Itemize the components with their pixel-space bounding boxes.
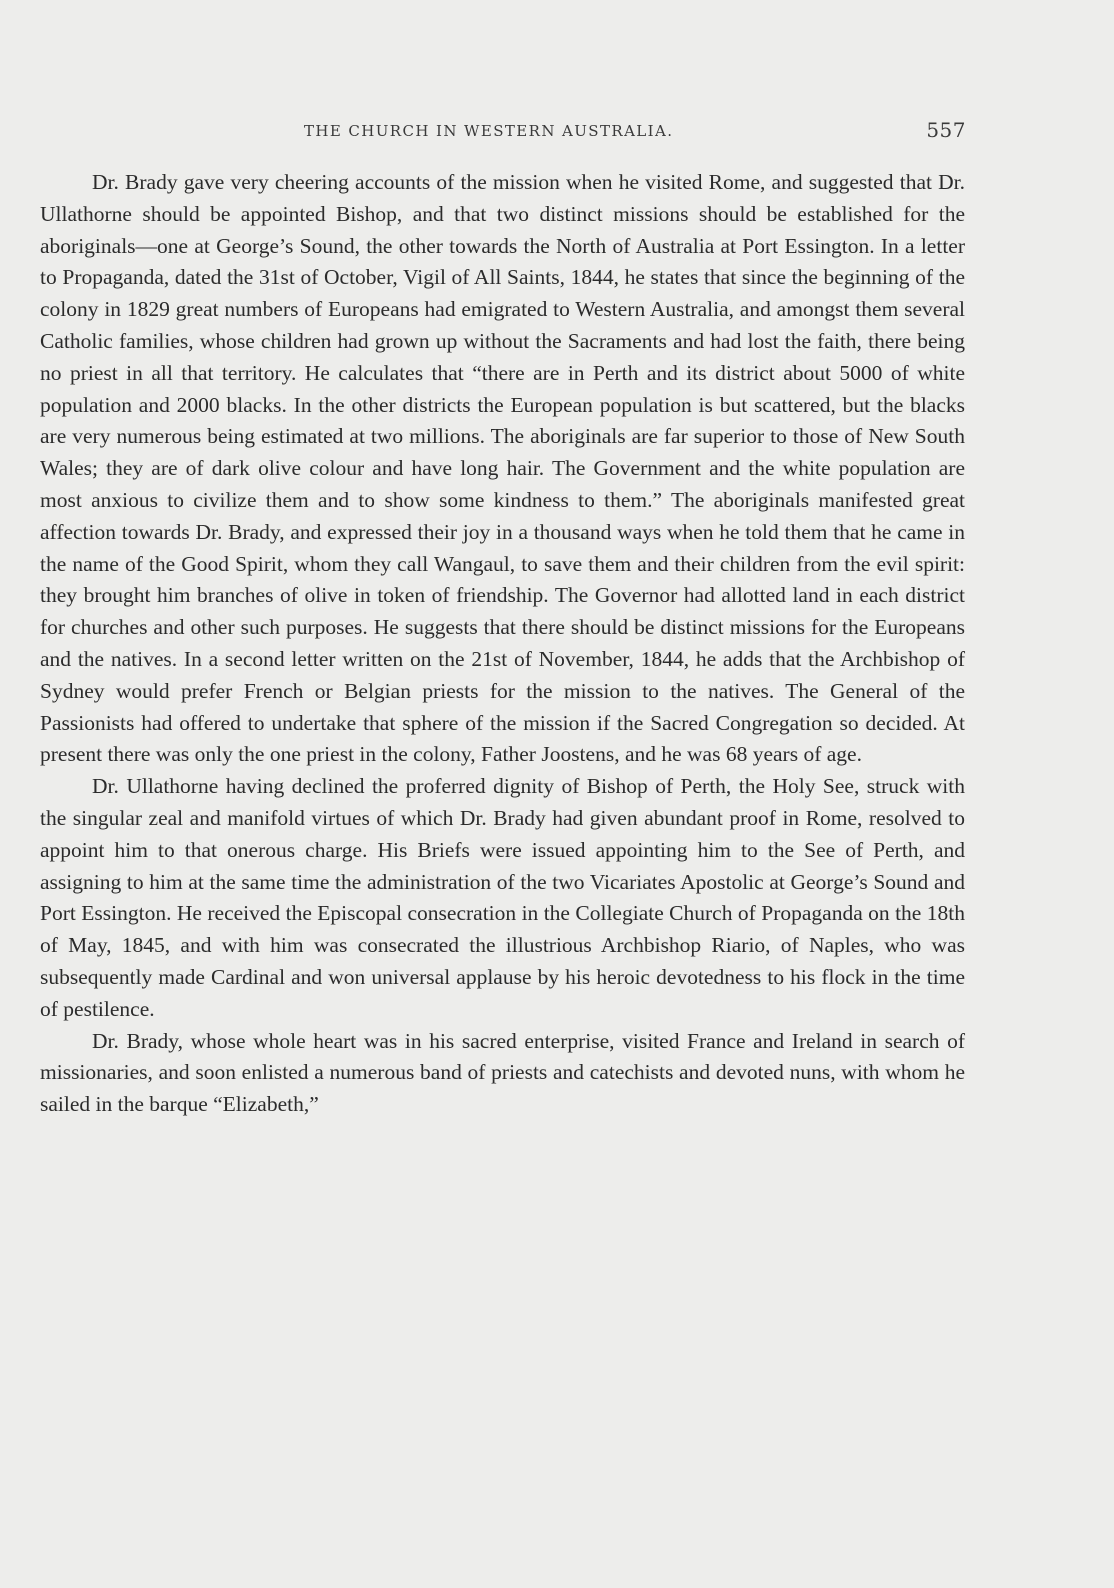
paragraph: Dr. Ullathorne having declined the proferred dignity of Bishop of Perth, the Holy See, struck with the singular zeal and manifold virtues of which Dr. Brady had given abundant proof in Rome, resolved to appoint him to that onerous charge. His Briefs were issued appointing him to the See of Perth, and assigning to him at the same time the administration of the two Vicariates Apostolic at George’s Sound and Port Essington. He received the Episcopal consecration in the Collegiate Church of Propaganda on the 18th of May, 1845, and with him was consecrated the illustrious Archbishop Riario, of Naples, who was subsequently made Cardinal and won universal applause by his heroic devotedness to his flock in the time of pestilence.	[40, 774, 965, 1021]
paragraph: Dr. Brady gave very cheering accounts of the mission when he visited Rome, and suggested that Dr. Ullathorne should be appointed Bishop, and that two distinct missions should be established for the aboriginals—one at George’s Sound, the other towards the North of Australia at Port Essington. In a letter to Propaganda, dated the 31st of October, Vigil of All Saints, 1844, he states that since the beginning of the colony in 1829 great numbers of Europeans had emigrated to Western Australia, and amongst them several Catholic families, whose children had grown up without the Sacraments and had lost the faith, there being no priest in all that territory. He calculates that “there are in Perth and its district about 5000 of white population and 2000 blacks. In the other districts the European population is but scattered, but the blacks are very numerous being estimated at two millions. The aboriginals are far superior to those of New South Wales; they are of dark olive colour and have long hair. The Government and the white population are most anxious to civilize them and to show some kindness to them.” The aboriginals manifested great affection towards Dr. Brady, and expressed their joy in a thousand ways when he told them that he came in the name of the Good Spirit, whom they call Wangaul, to save them and their children from the evil spirit: they brought him branches of olive in token of friendship. The Governor had allotted land in each district for churches and other such purposes. He suggests that there should be distinct missions for the Europeans and the natives. In a second letter written on the 21st of November, 1844, he adds that the Archbishop of Sydney would prefer French or Belgian priests for the mission to the natives. The General of the Passionists had offered to undertake that sphere of the mission if the Sacred Congregation so decided. At present there was only the one priest in the colony, Father Joostens, and he was 68 years of age.	[40, 170, 965, 767]
body-text	[40, 167, 965, 1121]
page-number: 557	[926, 118, 966, 142]
running-title: THE CHURCH IN WESTERN AUSTRALIA.	[304, 122, 674, 140]
paragraph: Dr. Brady, whose whole heart was in his sacred enterprise, visited France and Ireland in search of missionaries, and soon enlisted a numerous band of priests and catechists and devoted nuns, with whom he sailed in the barque “Elizabeth,”	[40, 1028, 965, 1117]
running-header	[46, 118, 966, 148]
